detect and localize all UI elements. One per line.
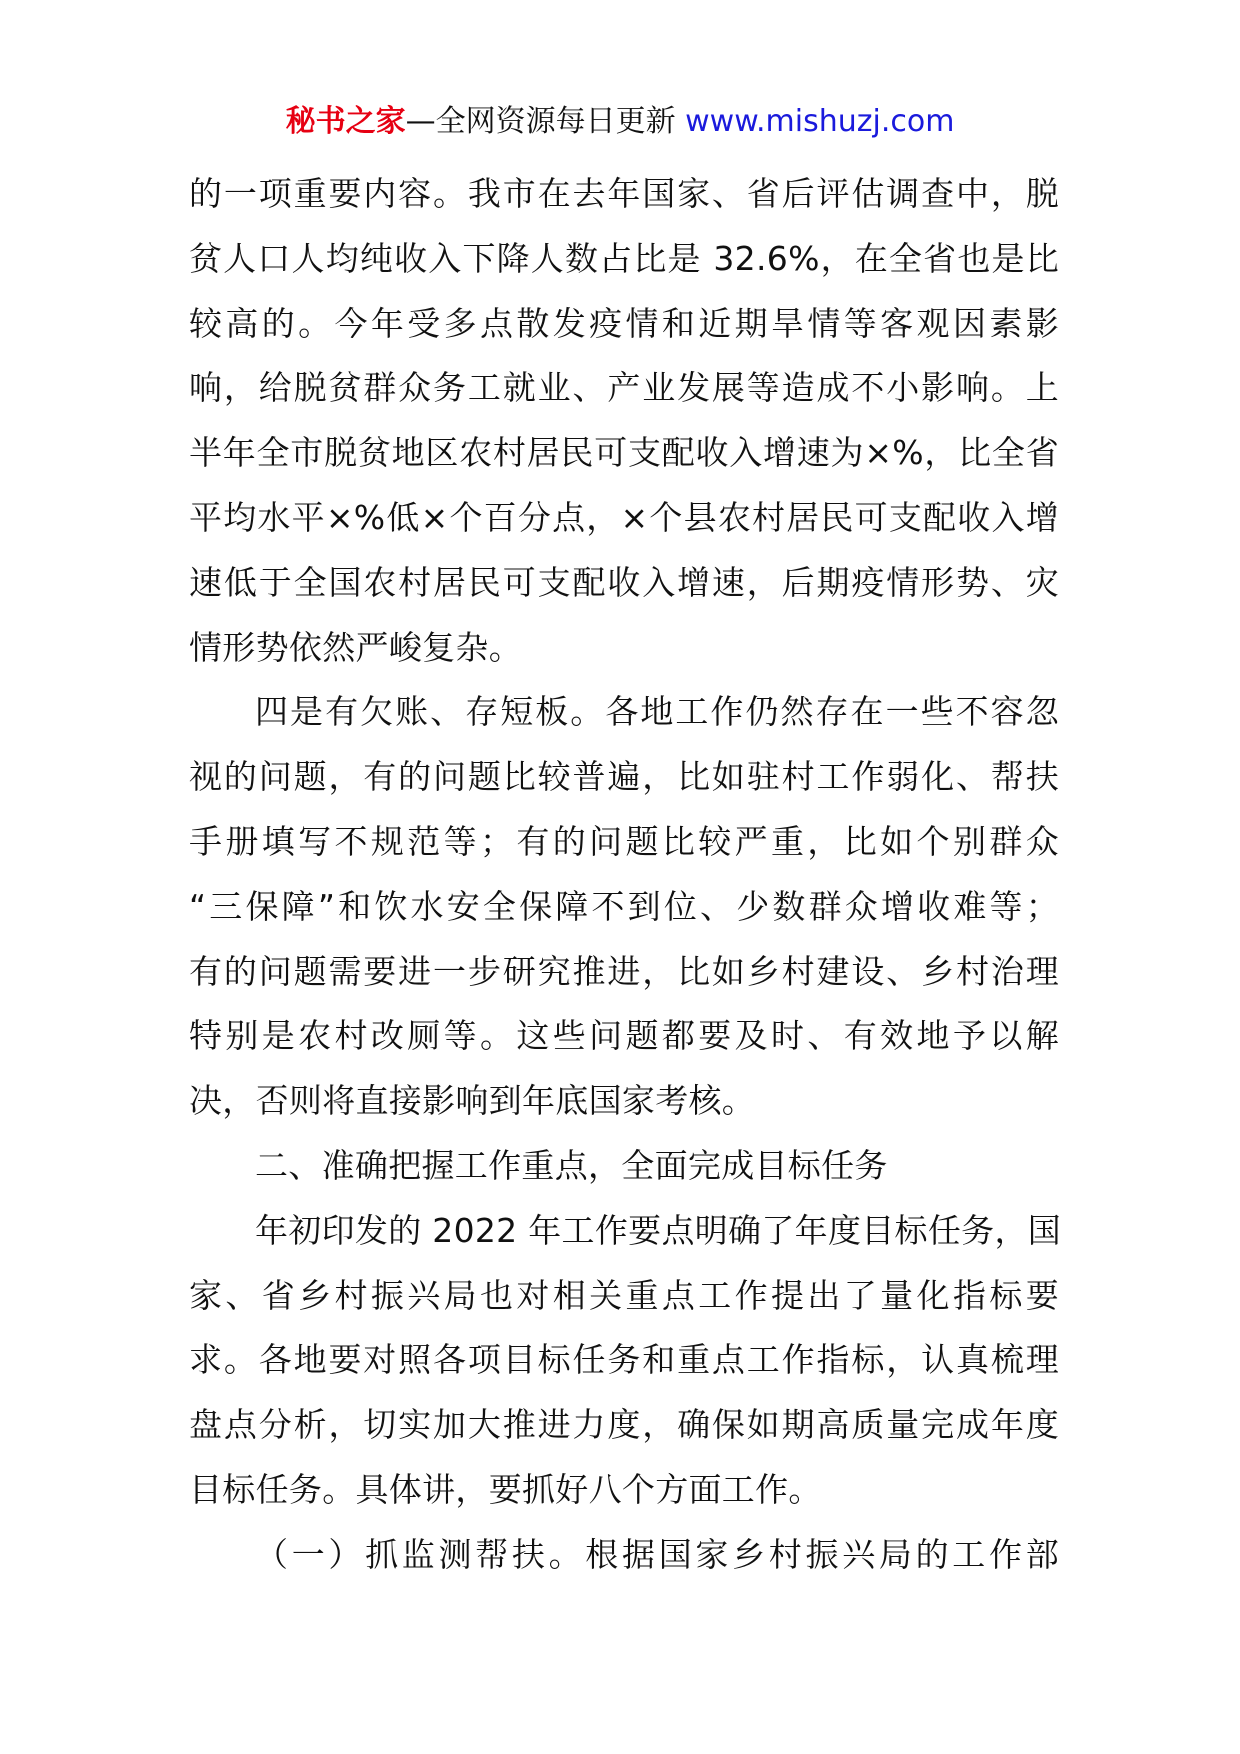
document-body bbox=[189, 162, 1062, 1588]
body-line: 手册填写不规范等；有的问题比较严重，比如个别群众 bbox=[189, 821, 1059, 861]
body-line: 贫人口人均纯收入下降人数占比是 32.6%，在全省也是比 bbox=[189, 238, 1059, 278]
header-tagline: —全网资源每日更新 bbox=[405, 104, 676, 139]
body-line: 较高的。今年受多点散发疫情和近期旱情等客观因素影 bbox=[189, 303, 1059, 343]
brand-name: 秘书之家 bbox=[285, 104, 406, 139]
body-line: 目标任务。具体讲，要抓好八个方面工作。 bbox=[189, 1469, 822, 1509]
paragraph-first-line: 四是有欠账、存短板。各地工作仍然存在一些不容忽 bbox=[255, 692, 1059, 732]
body-line: 盘点分析，切实加大推进力度，确保如期高质量完成年度 bbox=[189, 1405, 1059, 1445]
site-url[interactable]: www.mishuzj.com bbox=[685, 104, 955, 139]
body-line: 家、省乡村振兴局也对相关重点工作提出了量化指标要 bbox=[189, 1275, 1059, 1315]
body-line: 决，否则将直接影响到年底国家考核。 bbox=[189, 1081, 756, 1121]
body-line: 视的问题，有的问题比较普遍，比如驻村工作弱化、帮扶 bbox=[189, 757, 1059, 797]
body-line: 半年全市脱贫地区农村居民可支配收入增速为×%，比全省 bbox=[189, 433, 1059, 473]
paragraph-first-line: 年初印发的 2022 年工作要点明确了年度目标任务，国 bbox=[255, 1210, 1062, 1250]
site-header bbox=[0, 100, 1240, 144]
section-heading: 二、准确把握工作重点，全面完成目标任务 bbox=[255, 1145, 888, 1185]
body-line: 的一项重要内容。我市在去年国家、省后评估调查中，脱 bbox=[189, 174, 1059, 213]
body-line: 响，给脱贫群众务工就业、产业发展等造成不小影响。上 bbox=[189, 368, 1059, 408]
body-line: 平均水平×%低×个百分点，×个县农村居民可支配收入增 bbox=[189, 497, 1059, 537]
paragraph-first-line: （一）抓监测帮扶。根据国家乡村振兴局的工作部 bbox=[255, 1534, 1059, 1574]
body-line: 速低于全国农村居民可支配收入增速，后期疫情形势、灾 bbox=[189, 562, 1059, 602]
body-line: 求。各地要对照各项目标任务和重点工作指标，认真梳理 bbox=[189, 1340, 1059, 1380]
body-line: “三保障”和饮水安全保障不到位、少数群众增收难等； bbox=[189, 886, 1059, 926]
body-line: 情形势依然严峻复杂。 bbox=[189, 627, 522, 667]
body-line: 特别是农村改厕等。这些问题都要及时、有效地予以解 bbox=[189, 1016, 1059, 1056]
body-line: 有的问题需要进一步研究推进，比如乡村建设、乡村治理 bbox=[189, 951, 1059, 991]
